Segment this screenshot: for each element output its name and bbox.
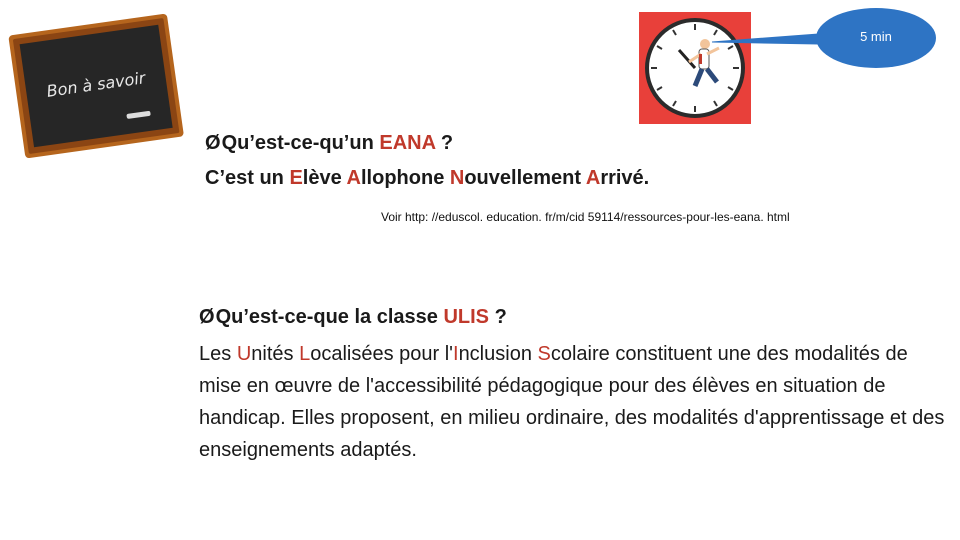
arrow-bullet-icon: Ø — [205, 132, 221, 154]
chalkboard-text: Bon à savoir — [45, 68, 147, 101]
arrow-bullet-icon: Ø — [199, 306, 215, 328]
acronym-ulis: ULIS — [443, 306, 490, 328]
callout-label: 5 min — [860, 29, 892, 44]
ulis-description: Les Unités Localisées pour l'Inclusion Scolaire constituent une des modalités de mise en œuvre de l'accessibilité pédagogique pour des élèves en situation de handicap. Elles proposent, en milieu ordinaire, des modalités d'apprentissage et des enseignements adaptés. — [199, 343, 945, 461]
question-ulis: ØQu’est-ce-que la classe ULIS ? — [199, 306, 507, 328]
question-eana: ØQu’est-ce-qu’un EANA ? — [205, 132, 454, 154]
answer-eana: C’est un Elève Allophone Nouvellement Arrivé. — [205, 167, 650, 189]
eduscol-link[interactable]: Voir http: //eduscol. education. fr/m/cid 59114/ressources-pour-les-eana. html — [381, 210, 790, 224]
chalkboard-image — [4, 10, 188, 160]
acronym-eana: EANA — [379, 132, 436, 154]
